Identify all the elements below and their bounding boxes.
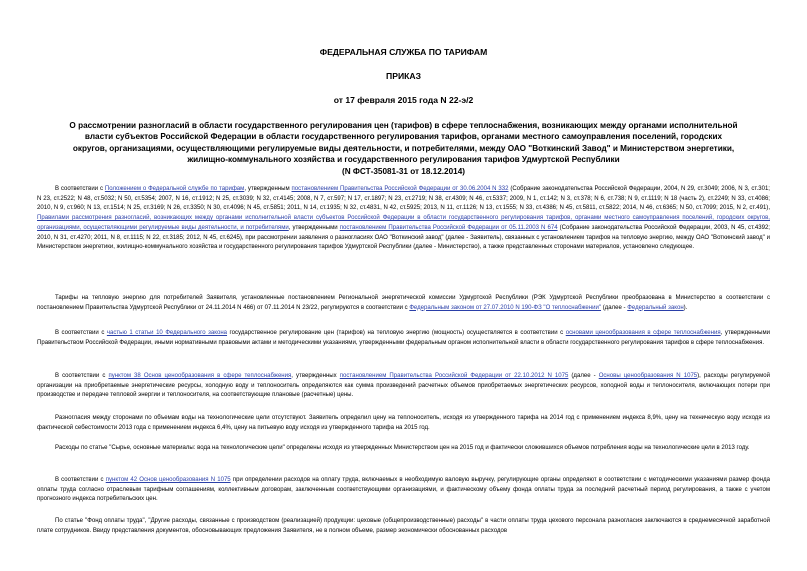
document-link[interactable]: Положением о Федеральной службе по тарифам: [104, 186, 245, 192]
paragraph-text: при определении расходов на оплату труда, включаемых в необходимую валовую выручку, регулирующие органы определяют в соответствии с методическими указаниями размер фонда оплаты труда согласно отраслевым тарифным соглашениям, коллективным договорам, заключенным соответствующими организациями, и фактическому объему фонда оплаты труда за последний расчетный период регулирования, а также с учетом прогнозного индекса потребительских цен.: [37, 477, 770, 503]
paragraph-text: (далее -: [568, 373, 599, 379]
agency-heading: ФЕДЕРАЛЬНАЯ СЛУЖБА ПО ТАРИФАМ: [319, 47, 488, 57]
document-link[interactable]: Основы ценообразования N 1075: [598, 373, 698, 379]
paragraph-text: , утвержденными Правительством Российской Федерации, иными нормативными правовыми актами и методическими указаниями, утвержденными федеральным органом исполнительной власти в области государственного регулирования тарифов в сфере теплоснабжения.: [37, 330, 770, 346]
document-link[interactable]: постановлением Правительства Российской Федерации от 05.11.2003 N 674: [339, 224, 558, 231]
paragraph-legal-basis: [37, 185, 770, 253]
title-line: О рассмотрении разногласий в области государственного регулирования цен (тарифов) в сфере теплоснабжения, возникающих между органами исполнительной: [69, 121, 738, 130]
document-link[interactable]: Федеральный закон: [627, 304, 684, 311]
paragraph-text: ).: [683, 304, 688, 311]
paragraph-text: По статье "Фонд оплаты труда", "Другие расходы, связанные с производством (реализацией) продукции: цеховые (общепроизводственные) расходы" в части оплаты труда цехового персонала разногласия заключаются в среднемесячной заработной плате сотрудников. Ввиду представления документов, обосновывающих предложения Заявителя, не в полном объеме, размер экономически обоснованных расходов: [37, 518, 770, 534]
paragraph-text: В соответствии с: [55, 477, 106, 483]
paragraph-text: (Собрание законодательства Российской Федерации, 2003, N 45, ст.4392; 2010, N 31, ст.4270; 2011, N 8, ст.1115; N 22, ст.3185; 2012, N 45, ст.6245), при рассмотрении заявления о разногласиях ОАО "Воткинский завод" (далее - Заявитель), связанных с установлением тарифов на тепловую энергию, между ОАО "Воткинский завод" и Министерством энергетики, жилищно-коммунального хозяйства и государственного регулирования тарифов Удмуртской Республики (далее - Министерство), а также представленных сторонами материалов, установлено следующее.: [37, 224, 770, 251]
title-line: жилищно-коммунального хозяйства и государственного регулирования тарифов Удмуртской Республики: [187, 155, 620, 165]
paragraph-text: , утвержденных: [291, 373, 340, 379]
paragraph-raw-materials: [37, 444, 770, 454]
paragraph-labor-costs: [37, 476, 770, 505]
title-line: (N ФСТ-35081-31 от 18.12.2014): [342, 166, 465, 176]
paragraph-water-prices: [37, 414, 770, 433]
paragraph-text: Расходы по статье "Сырье, основные материалы: вода на технологические цели" определены исходя из утвержденных Министерством цен на 2015 год и фактически сложившихся объемов потребления воды на технологические цели в 2013 году.: [55, 445, 750, 451]
paragraph-text: ), расходы регулируемой организации на приобретаемые энергетические ресурсы, холодную воду и теплоноситель определяются как сумма произведений расчетных объемов приобретаемых энергетических ресурсов, холодной воды и теплоносителя, включающих потери при производстве и передаче тепловой энергии и теплоносителя, на соответствующие плановые (расчетные) цены.: [37, 373, 771, 399]
paragraph-payroll: [37, 517, 770, 536]
paragraph-text: , утвержденными: [288, 224, 340, 231]
paragraph-text: , утвержденным: [244, 186, 292, 192]
paragraph-text: В соответствии с: [55, 373, 109, 379]
document-link[interactable]: постановлением Правительства Российской Федерации от 22.10.2012 N 1075: [339, 373, 569, 379]
paragraph-text: В соответствии с: [55, 330, 107, 336]
title-line: округов, организациями, осуществляющими регулируемые виды деятельности, и потребителями, между ОАО "Воткинский Завод" и Министерством энергетики,: [72, 143, 735, 153]
document-link[interactable]: пунктом 38 Основ ценообразования в сфере теплоснабжения: [108, 373, 292, 379]
document-title: [40, 120, 767, 177]
document-link[interactable]: пунктом 42 Основ ценообразования N 1075: [105, 477, 231, 483]
document-link[interactable]: Федеральным законом от 27.07.2010 N 190-ФЗ "О теплоснабжении": [409, 304, 602, 311]
paragraph-text: Тарифы на тепловую энергию для потребителей Заявителя, установленные постановлением Региональной энергетической комиссии Удмуртской Республики (РЭК Удмуртской Республики преобразована в Министерство в соответствии с постановлением Правительства Удмуртской Республики от 24.11.2014 N 466) от 07.11.2014 N 23/22, регулируются в соответствии с: [37, 295, 770, 311]
paragraph-text: (далее -: [601, 304, 628, 311]
paragraph-energy-costs: [37, 372, 770, 401]
paragraph-text: (Собрание законодательства Российской Федерации, 2004, N 29, ст.3049; 2006, N 3, ст.301; N 23, ст.2522; N 48, ст.5032; N 50, ст.5354; 2007, N 16, ст.1912; N 25, ст.3039; N 32, ст.4145; 2008, N 7, ст.597; N 17, ст.1897; N 23, ст.2719; N 38, ст.4309; N 46, ст.5337; 2009, N 1, ст.142; N 3, ст.378; N 6, ст.738; N 9, ст.1119; N 18 (часть 2), ст.2249; N 33, ст.4086; 2010, N 9, ст.960; N 13, ст.1514; N 25, ст.3169; N 26, ст.3350; N 30, ст.4096; N 45, ст.5851; 2011, N 14, ст.1935; N 32, ст.4831, N 42, ст.5925; 2013, N 11, ст.1126; N 13, ст.1555; N 33, ст.4386; N 45, ст.5811, ст.5822; 2014, N 46, ст.6365; N 50, ст.7099; 2015, N 2, ст.491),: [37, 186, 770, 212]
paragraph-text: В соответствии с: [55, 186, 105, 192]
paragraph-tariffs: [37, 294, 770, 313]
document-link[interactable]: Правилами рассмотрения разногласий, возникающих между органами исполнительной власти субъектов Российской Федерации в области государственного регулирования тарифов, органами местного самоуправления поселений, городских округов, организациями, осуществляющими регулируемые виды деятельности, и потребителями: [37, 215, 770, 231]
document-link[interactable]: постановлением Правительства Российской Федерации от 30.06.2004 N 332: [291, 186, 509, 192]
order-date-number: от 17 февраля 2015 года N 22-э/2: [333, 95, 474, 105]
order-heading: ПРИКАЗ: [386, 71, 421, 81]
paragraph-text: государственное регулирование цен (тарифов) на тепловую энергию (мощность) осуществляется в соответствии с: [227, 330, 566, 336]
title-line: власти субъектов Российской Федерации в области государственного регулирования тарифов, органами местного самоуправления поселений, городских: [84, 132, 723, 142]
document-link[interactable]: частью 1 статьи 10 Федерального закона: [106, 330, 228, 336]
paragraph-text: Разногласия между сторонами по объемам воды на технологические цели отсутствуют. Заявитель определил цену на теплоноситель, исходя из утвержденного тарифа на 2014 год с применением индекса 8,9%, цену на техническую воду исходя из фактической себестоимости 2013 года с применением индекса 6,4%, цену на питьевую воду исходя из утвержденного тарифа на 2015 год.: [37, 415, 770, 431]
document-link[interactable]: основами ценообразования в сфере теплоснабжения: [565, 330, 721, 336]
paragraph-regulation: [37, 329, 770, 348]
